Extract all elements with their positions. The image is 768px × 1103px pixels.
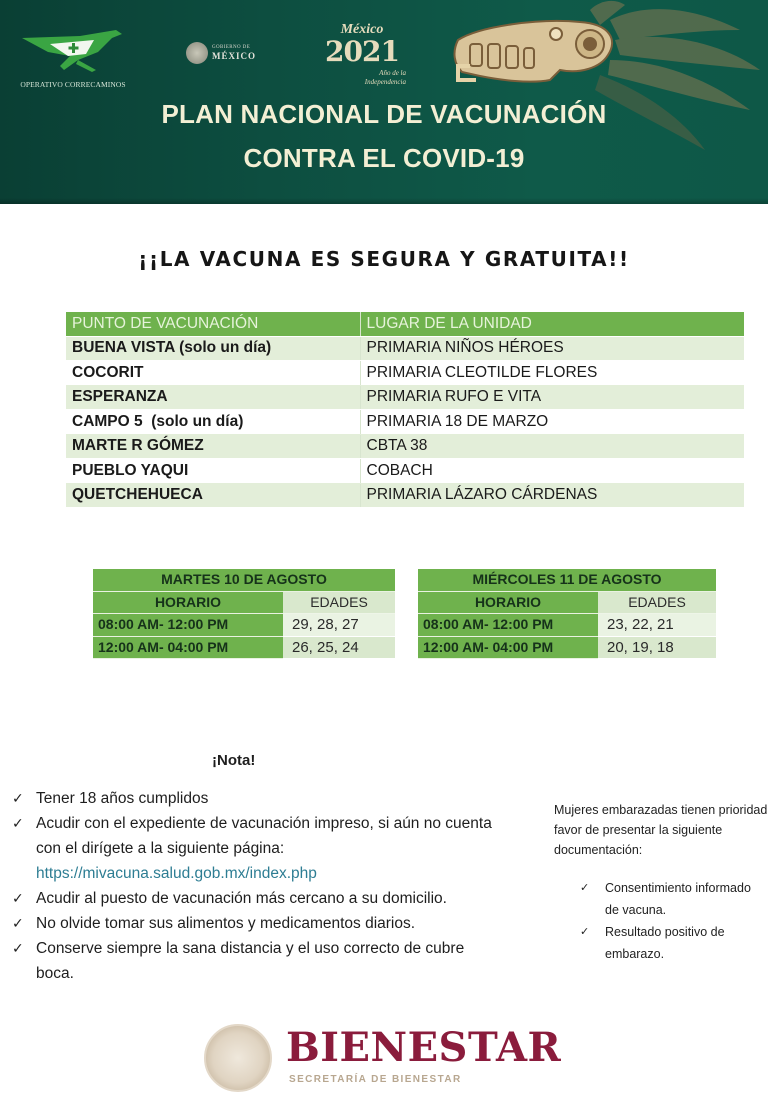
horario-cell: 12:00 AM- 04:00 PM	[418, 636, 598, 659]
page-title-line2: CONTRA EL COVID-19	[243, 143, 525, 173]
check-icon: ✓	[12, 790, 24, 806]
lugar-cell: CBTA 38	[360, 434, 744, 459]
logo-2021-mexico: México	[340, 22, 384, 37]
horario-cell: 08:00 AM- 12:00 PM	[93, 614, 283, 637]
list-item	[580, 921, 768, 965]
schedule-table-wednesday	[418, 569, 716, 659]
punto-cell: BUENA VISTA (solo un día)	[66, 336, 360, 361]
pregnant-docs-list	[580, 877, 768, 965]
pregnant-women-notice: Mujeres embarazadas tienen prioridad favor de presentar la siguiente documentación:	[554, 803, 768, 857]
lugar-cell: PRIMARIA 18 DE MARZO	[360, 410, 744, 435]
table-row	[66, 434, 744, 459]
check-icon: ✓	[12, 890, 24, 906]
punto-cell: COCORIT	[66, 361, 360, 386]
list-item	[12, 911, 492, 936]
schedule-table-tuesday	[93, 569, 395, 659]
lugar-cell: PRIMARIA LÁZARO CÁRDENAS	[360, 483, 744, 508]
lugar-cell: PRIMARIA NIÑOS HÉROES	[360, 336, 744, 361]
edades-cell: 26, 25, 24	[283, 636, 395, 659]
table-row	[66, 483, 744, 508]
check-icon: ✓	[12, 940, 24, 956]
punto-cell: QUETCHEHUECA	[66, 483, 360, 508]
table-row	[66, 459, 744, 484]
slogan: ¡¡LA VACUNA ES SEGURA Y GRATUITA!!	[138, 247, 630, 271]
national-seal-icon	[204, 1024, 272, 1092]
doc-text: Consentimiento informado de vacuna.	[605, 881, 758, 917]
roadrunner-icon	[20, 26, 126, 78]
vaccination-points-table	[66, 312, 744, 508]
schedule-row	[93, 614, 395, 637]
lugar-cell: COBACH	[360, 459, 744, 484]
table-row	[66, 361, 744, 386]
list-item	[12, 786, 492, 811]
gobierno-mexico-logo	[186, 42, 256, 64]
header-banner	[0, 0, 768, 204]
notes-list	[12, 786, 492, 986]
table-row	[66, 385, 744, 410]
mivacuna-link[interactable]: https://mivacuna.salud.gob.mx/index.php	[36, 865, 317, 882]
gobierno-label: GOBIERNO DE	[212, 45, 251, 50]
doc-text: Resultado positivo de embarazo.	[605, 925, 725, 961]
column-header-edades: EDADES	[283, 591, 395, 614]
column-header-punto: PUNTO DE VACUNACIÓN	[66, 312, 360, 336]
column-header-edades: EDADES	[598, 591, 716, 614]
punto-cell: ESPERANZA	[66, 385, 360, 410]
table-row	[66, 410, 744, 435]
schedule-row	[418, 636, 716, 659]
column-header-horario: HORARIO	[93, 591, 283, 614]
punto-cell: CAMPO 5 (solo un día)	[66, 410, 360, 435]
schedule-day: MIÉRCOLES 11 DE AGOSTO	[418, 569, 716, 591]
schedule-day: MARTES 10 DE AGOSTO	[93, 569, 395, 591]
operativo-label: OPERATIVO CORRECAMINOS	[20, 80, 126, 89]
lugar-cell: PRIMARIA CLEOTILDE FLORES	[360, 361, 744, 386]
logo-2021-sub2: Independencia	[364, 78, 406, 86]
note-text: Acudir al puesto de vacunación más cercano a su domicilio.	[36, 890, 447, 907]
edades-cell: 29, 28, 27	[283, 614, 395, 637]
mexico-label: MÉXICO	[212, 51, 256, 61]
check-icon: ✓	[580, 926, 590, 938]
horario-cell: 08:00 AM- 12:00 PM	[418, 614, 598, 637]
horario-cell: 12:00 AM- 04:00 PM	[93, 636, 283, 659]
list-item	[12, 936, 492, 986]
edades-cell: 20, 19, 18	[598, 636, 716, 659]
note-text: Acudir con el expediente de vacunación impreso, si aún no cuenta con el dirígete a la siguiente página:	[36, 815, 492, 857]
check-icon: ✓	[580, 882, 590, 894]
check-icon: ✓	[12, 815, 24, 831]
gobierno-seal-icon	[186, 42, 208, 64]
punto-cell: PUEBLO YAQUI	[66, 459, 360, 484]
list-item	[12, 886, 492, 911]
nota-title: ¡Nota!	[212, 752, 256, 769]
list-item	[580, 877, 768, 921]
logo-2021-sub1: Año de la	[379, 69, 406, 77]
bienestar-subtitle: SECRETARÍA DE BIENESTAR	[289, 1074, 462, 1085]
column-header-horario: HORARIO	[418, 591, 598, 614]
mexico-2021-logo	[312, 22, 412, 90]
check-icon: ✓	[12, 915, 24, 931]
column-header-lugar: LUGAR DE LA UNIDAD	[360, 312, 744, 336]
note-text: Conserve siempre la sana distancia y el uso correcto de cubre boca.	[36, 940, 465, 982]
list-item	[12, 811, 492, 886]
lugar-cell: PRIMARIA RUFO E VITA	[360, 385, 744, 410]
note-text: Tener 18 años cumplidos	[36, 790, 209, 807]
bienestar-logo: BIENESTAR	[286, 1024, 562, 1071]
edades-cell: 23, 22, 21	[598, 614, 716, 637]
table-header-row	[66, 312, 744, 336]
logo-2021-year: 2021	[325, 35, 399, 68]
page-title-line1: PLAN NACIONAL DE VACUNACIÓN	[161, 99, 607, 129]
operativo-correcaminos-logo	[14, 26, 132, 94]
schedule-row	[93, 636, 395, 659]
note-text: No olvide tomar sus alimentos y medicamentos diarios.	[36, 915, 416, 932]
table-row	[66, 336, 744, 361]
punto-cell: MARTE R GÓMEZ	[66, 434, 360, 459]
schedule-row	[418, 614, 716, 637]
